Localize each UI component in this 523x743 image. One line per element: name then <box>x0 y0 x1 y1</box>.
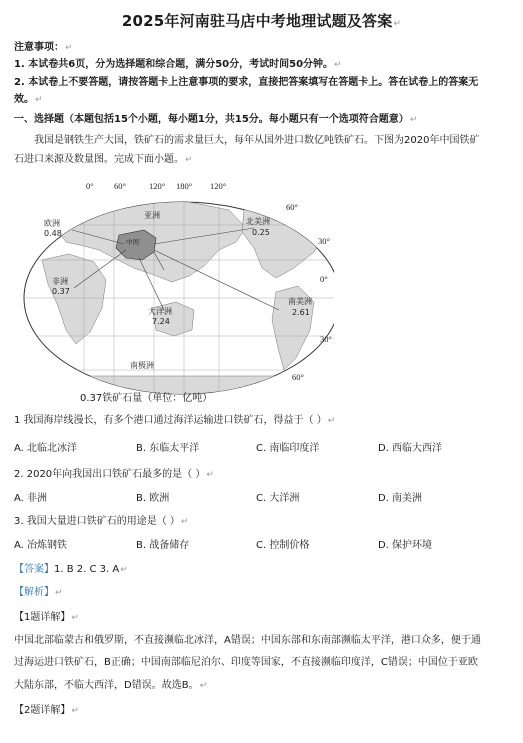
region-value-north-america: 0.25 <box>252 228 270 237</box>
question-3-stem: 3. 我国大量进口铁矿石的用途是（ ）↵ <box>14 516 189 527</box>
question-2-stem: 2. 2020年向我国出口铁矿石最多的是（ ）↵ <box>14 469 214 480</box>
option-a: A. 冶炼钢铁 <box>14 540 68 551</box>
analysis-paragraph-end: 大陆东部，不临大西洋，D错误。故选B。↵ <box>14 680 208 691</box>
option-b: B. 欧洲 <box>136 493 170 504</box>
longitude-label: 60° <box>114 181 126 191</box>
analysis-subheading-2: 【2题详解】↵ <box>14 705 79 716</box>
region-label-antarctica: 南极洲 <box>130 361 154 370</box>
latitude-label: 60° <box>286 202 298 212</box>
option-a: A. 北临北冰洋 <box>14 443 78 454</box>
latitude-label: 0° <box>320 274 328 284</box>
analysis-subheading-1: 【1题详解】↵ <box>14 612 79 623</box>
analysis-paragraph-cont: 过海运进口铁矿石，B正确；中国南部临尼泊尔、印度等国家，不直接濒临印度洋，C错误；中国位于亚欧 <box>14 657 478 668</box>
question-1-stem: 1 我国海岸线漫长，有多个港口通过海洋运输进口铁矿石，得益于（ ）↵ <box>14 415 336 426</box>
longitude-label: 180° <box>176 181 193 191</box>
option-d: D. 南美洲 <box>378 493 423 504</box>
option-d: D. 保护环境 <box>378 540 433 551</box>
region-value-oceania: 7.24 <box>152 317 170 326</box>
option-d: D. 西临大西洋 <box>378 443 443 454</box>
latitude-label: 30° <box>320 334 332 344</box>
option-c: C. 大洋洲 <box>256 493 300 504</box>
latitude-label: 30° <box>318 236 330 246</box>
region-label-oceania: 大洋洲 <box>148 307 172 316</box>
section-heading: 一、选择题（本题包括15个小题，每小题1分，共15分。每小题只有一个选项符合题意）↵ <box>14 114 418 125</box>
answer-line: 【答案】1. B 2. C 3. A↵ <box>14 564 128 575</box>
option-c: C. 控制价格 <box>256 540 310 551</box>
longitude-label: 120° <box>149 181 166 191</box>
region-label-europe: 欧洲 <box>44 219 60 228</box>
region-value-africa: 0.37 <box>52 287 70 296</box>
answer-text: 1. B 2. C 3. A <box>54 564 120 575</box>
answer-label: 【答案】 <box>14 564 54 575</box>
analysis-label: 【解析】↵ <box>14 587 63 598</box>
intro-paragraph-cont: 石进口来源及数量图。完成下面小题。↵ <box>14 154 193 165</box>
region-value-south-america: 2.61 <box>292 308 310 317</box>
analysis-paragraph: 中国北部临蒙古和俄罗斯，不直接濒临北冰洋，A错误；中国东部和东南部濒临太平洋，港口众多，便于通 <box>14 635 481 646</box>
option-b: B. 战备储存 <box>136 540 190 551</box>
region-label-north-america: 北美洲 <box>246 217 270 226</box>
notice-heading: 注意事项：↵ <box>14 42 73 53</box>
map-caption: 0.37铁矿石量（单位：亿吨） <box>80 393 213 404</box>
option-c: C. 南临印度洋 <box>256 443 320 454</box>
latitude-label: 60° <box>292 372 304 382</box>
longitude-label: 0° <box>86 181 94 191</box>
notice-item-1: 1. 本试卷共6页，分为选择题和综合题，满分50分，考试时间50分钟。↵ <box>14 59 342 70</box>
region-label-south-america: 南美洲 <box>288 297 312 306</box>
region-label-asia: 亚洲 <box>144 211 160 220</box>
world-map-figure <box>14 180 334 402</box>
region-value-europe: 0.48 <box>44 229 62 238</box>
option-a: A. 非洲 <box>14 493 48 504</box>
notice-item-2: 2. 本试卷上不要答题，请按答题卡上注意事项的要求，直接把答案填写在答题卡上。答在试卷上的答案无 <box>14 77 479 88</box>
document-title: 2025年河南驻马店中考地理试题及答案↵ <box>121 12 402 30</box>
notice-item-2-cont: 效。↵ <box>14 94 43 105</box>
longitude-label: 120° <box>210 181 227 191</box>
option-b: B. 东临太平洋 <box>136 443 200 454</box>
region-label-china: 中国 <box>126 238 139 246</box>
intro-paragraph: 我国是钢铁生产大国，铁矿石的需求量巨大，每年从国外进口数亿吨铁矿石。下图为2020年中国铁矿 <box>34 135 480 146</box>
region-label-africa: 非洲 <box>52 277 68 286</box>
